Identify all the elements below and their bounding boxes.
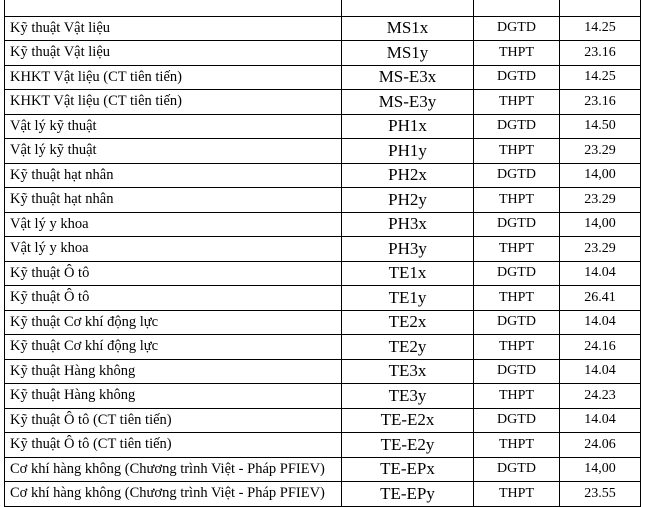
program-code-cell: MS1x <box>342 16 474 41</box>
exam-type-cell: THPT <box>474 384 560 409</box>
program-code-cell: PH1x <box>342 114 474 139</box>
exam-type-cell: DGTD <box>474 114 560 139</box>
program-code-cell: PH2x <box>342 163 474 188</box>
table-row <box>5 0 641 16</box>
cutoff-score-cell: 23.29 <box>560 188 641 213</box>
cutoff-score-cell: 14,00 <box>560 212 641 237</box>
program-code-cell: TE-E2y <box>342 433 474 458</box>
program-name-cell: Kỹ thuật Vật liệu <box>5 16 342 41</box>
table-row <box>5 482 641 507</box>
table-row <box>5 16 641 41</box>
table-row <box>5 114 641 139</box>
program-name-cell: Kỹ thuật Ô tô <box>5 261 342 286</box>
table-row <box>5 261 641 286</box>
program-name-cell: Kỹ thuật Ô tô (CT tiên tiến) <box>5 433 342 458</box>
program-code-cell: PH2y <box>342 188 474 213</box>
cutoff-score-cell: 14,00 <box>560 457 641 482</box>
cutoff-score-cell <box>560 0 641 16</box>
program-code-cell: TE2y <box>342 335 474 360</box>
table-row <box>5 408 641 433</box>
program-name-cell: Kỹ thuật hạt nhân <box>5 188 342 213</box>
cutoff-score-cell: 14.25 <box>560 16 641 41</box>
exam-type-cell: THPT <box>474 41 560 66</box>
exam-type-cell: DGTD <box>474 457 560 482</box>
program-code-cell: TE1x <box>342 261 474 286</box>
program-name-cell: Kỹ thuật Cơ khí động lực <box>5 310 342 335</box>
table-row <box>5 90 641 115</box>
program-code-cell: TE-EPy <box>342 482 474 507</box>
table-row <box>5 359 641 384</box>
program-code-cell: TE-E2x <box>342 408 474 433</box>
program-name-cell: Vật lý kỹ thuật <box>5 114 342 139</box>
table-row <box>5 335 641 360</box>
program-name-cell: KHKT Vật liệu (CT tiên tiến) <box>5 90 342 115</box>
cutoff-score-cell: 24.06 <box>560 433 641 458</box>
cutoff-score-cell: 24.16 <box>560 335 641 360</box>
table-row <box>5 139 641 164</box>
program-code-cell: MS1y <box>342 41 474 66</box>
program-name-cell: Vật lý kỹ thuật <box>5 139 342 164</box>
exam-type-cell: THPT <box>474 90 560 115</box>
cutoff-score-cell: 14.25 <box>560 65 641 90</box>
program-code-cell: MS-E3y <box>342 90 474 115</box>
table-row <box>5 457 641 482</box>
program-code-cell: PH3x <box>342 212 474 237</box>
exam-type-cell: THPT <box>474 139 560 164</box>
table-row <box>5 310 641 335</box>
table-row <box>5 163 641 188</box>
cutoff-score-cell: 23.29 <box>560 237 641 262</box>
exam-type-cell: DGTD <box>474 16 560 41</box>
program-code-cell: MS-E3x <box>342 65 474 90</box>
exam-type-cell: DGTD <box>474 408 560 433</box>
program-name-cell: Kỹ thuật hạt nhân <box>5 163 342 188</box>
program-code-cell: PH1y <box>342 139 474 164</box>
exam-type-cell: THPT <box>474 188 560 213</box>
exam-type-cell: DGTD <box>474 359 560 384</box>
exam-type-cell: THPT <box>474 286 560 311</box>
table-row <box>5 384 641 409</box>
table-body <box>5 0 641 506</box>
exam-type-cell: DGTD <box>474 65 560 90</box>
program-code-cell <box>342 0 474 16</box>
program-code-cell: TE3y <box>342 384 474 409</box>
cutoff-score-cell: 26.41 <box>560 286 641 311</box>
cutoff-score-cell: 14.04 <box>560 261 641 286</box>
table-row <box>5 433 641 458</box>
exam-type-cell: DGTD <box>474 212 560 237</box>
program-code-cell: TE-EPx <box>342 457 474 482</box>
program-name-cell: Kỹ thuật Ô tô (CT tiên tiến) <box>5 408 342 433</box>
program-code-cell: TE2x <box>342 310 474 335</box>
table-row <box>5 65 641 90</box>
program-name-cell: KHKT Vật liệu (CT tiên tiến) <box>5 65 342 90</box>
exam-type-cell: THPT <box>474 433 560 458</box>
exam-type-cell: THPT <box>474 482 560 507</box>
cutoff-score-cell: 23.55 <box>560 482 641 507</box>
program-name-cell: Cơ khí hàng không (Chương trình Việt - Pháp PFIEV) <box>5 482 342 507</box>
exam-type-cell: THPT <box>474 237 560 262</box>
program-name-cell: Kỹ thuật Hàng không <box>5 359 342 384</box>
program-name-cell: Kỹ thuật Ô tô <box>5 286 342 311</box>
cutoff-score-cell: 23.29 <box>560 139 641 164</box>
exam-type-cell: DGTD <box>474 261 560 286</box>
table-row <box>5 237 641 262</box>
exam-type-cell: DGTD <box>474 310 560 335</box>
exam-type-cell: THPT <box>474 335 560 360</box>
cutoff-score-cell: 14.04 <box>560 310 641 335</box>
cutoff-score-cell: 23.16 <box>560 41 641 66</box>
table-row <box>5 212 641 237</box>
program-name-cell <box>5 0 342 16</box>
exam-type-cell: DGTD <box>474 163 560 188</box>
program-code-cell: PH3y <box>342 237 474 262</box>
cutoff-score-cell: 24.23 <box>560 384 641 409</box>
exam-type-cell <box>474 0 560 16</box>
table-row <box>5 286 641 311</box>
program-name-cell: Kỹ thuật Vật liệu <box>5 41 342 66</box>
cutoff-score-cell: 23.16 <box>560 90 641 115</box>
cutoff-score-cell: 14.50 <box>560 114 641 139</box>
admission-scores-table <box>4 0 641 507</box>
program-name-cell: Kỹ thuật Cơ khí động lực <box>5 335 342 360</box>
cutoff-score-cell: 14,00 <box>560 163 641 188</box>
table-row <box>5 188 641 213</box>
program-name-cell: Cơ khí hàng không (Chương trình Việt - Pháp PFIEV) <box>5 457 342 482</box>
cutoff-score-cell: 14.04 <box>560 359 641 384</box>
program-name-cell: Vật lý y khoa <box>5 237 342 262</box>
program-name-cell: Vật lý y khoa <box>5 212 342 237</box>
program-code-cell: TE1y <box>342 286 474 311</box>
cutoff-score-cell: 14.04 <box>560 408 641 433</box>
table-row <box>5 41 641 66</box>
program-code-cell: TE3x <box>342 359 474 384</box>
program-name-cell: Kỹ thuật Hàng không <box>5 384 342 409</box>
